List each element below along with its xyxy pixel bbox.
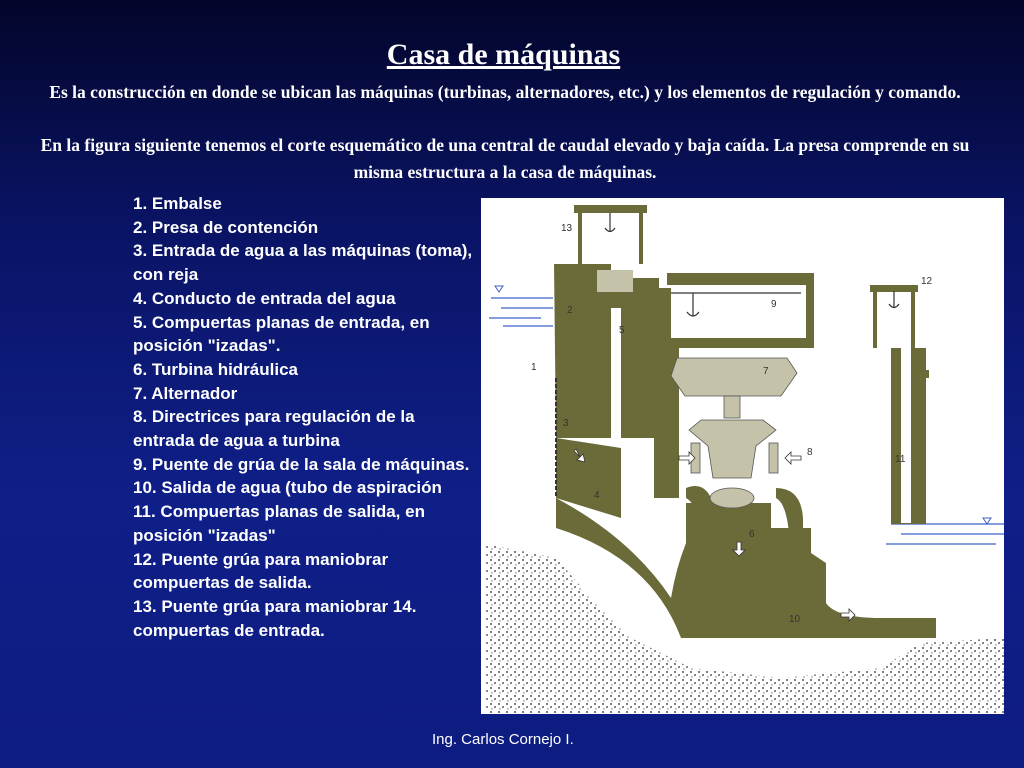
cross-section-drawing bbox=[481, 198, 1004, 714]
intake-gate-crane bbox=[605, 213, 615, 232]
figure-label: 7 bbox=[763, 366, 769, 377]
outlet-gate-crane bbox=[889, 291, 899, 308]
figure-label: 8 bbox=[807, 447, 813, 458]
figure-label: 4 bbox=[594, 490, 600, 501]
legend-item: 9. Puente de grúa de la sala de máquinas. bbox=[133, 454, 470, 474]
legend-item: 8. Directrices para regulación de la entrada de agua a turbina bbox=[133, 407, 415, 451]
figure-label: 3 bbox=[563, 418, 569, 429]
figure-label: 1 bbox=[531, 362, 537, 373]
tailwater bbox=[886, 524, 1004, 544]
figure-label: 5 bbox=[619, 325, 625, 336]
powerhouse-cross-section bbox=[481, 198, 1004, 714]
legend-item: 11. Compuertas planas de salida, en posición "izadas" bbox=[133, 502, 425, 545]
legend-item: 13. Puente grúa para maniobrar 14. compuertas de entrada. bbox=[133, 596, 417, 640]
legend-item: 4. Conducto de entrada del agua bbox=[133, 288, 396, 308]
legend-item: 10. Salida de agua (tubo de aspiración bbox=[133, 478, 442, 498]
figure-description: En la figura siguiente tenemos el corte esquemático de una central de caudal elevado y baja caída. La presa comprende en su misma estructura a la casa de máquinas. bbox=[40, 135, 970, 182]
figure-label: 2 bbox=[567, 305, 573, 316]
machine-hall-crane bbox=[671, 293, 801, 316]
intro-paragraph: Es la construcción en donde se ubican las máquinas (turbinas, alternadores, etc.) y los elementos de regulación y comando. bbox=[49, 82, 961, 102]
figure-label: 12 bbox=[921, 276, 933, 287]
figure-label: 6 bbox=[749, 529, 755, 540]
legend-item: 6. Turbina hidráulica bbox=[133, 359, 298, 379]
slide-title: Casa de máquinas bbox=[386, 38, 621, 71]
legend-list bbox=[133, 192, 473, 642]
figure-label: 11 bbox=[895, 454, 906, 465]
figure-label: 13 bbox=[561, 223, 573, 234]
figure-label: 9 bbox=[771, 299, 777, 310]
legend-item: 1. Embalse bbox=[133, 194, 222, 213]
reservoir-water bbox=[489, 298, 553, 326]
legend-item: 5. Compuertas planas de entrada, en posición "izadas". bbox=[133, 312, 430, 356]
figure-label: 10 bbox=[789, 614, 801, 625]
legend-item: 7. Alternador bbox=[133, 383, 238, 403]
legend-item: 3. Entrada de agua a las máquinas (toma), con reja bbox=[133, 241, 473, 285]
tailwater-level-marker bbox=[983, 518, 991, 524]
generator-turbine-unit bbox=[671, 358, 797, 508]
legend-item: 12. Puente grúa para maniobrar compuertas de salida. bbox=[133, 549, 389, 593]
legend-item: 2. Presa de contención bbox=[133, 217, 319, 237]
water-level-marker bbox=[495, 286, 503, 292]
author-footer: Ing. Carlos Cornejo I. bbox=[432, 731, 574, 748]
intake-gate-housing bbox=[597, 270, 633, 292]
